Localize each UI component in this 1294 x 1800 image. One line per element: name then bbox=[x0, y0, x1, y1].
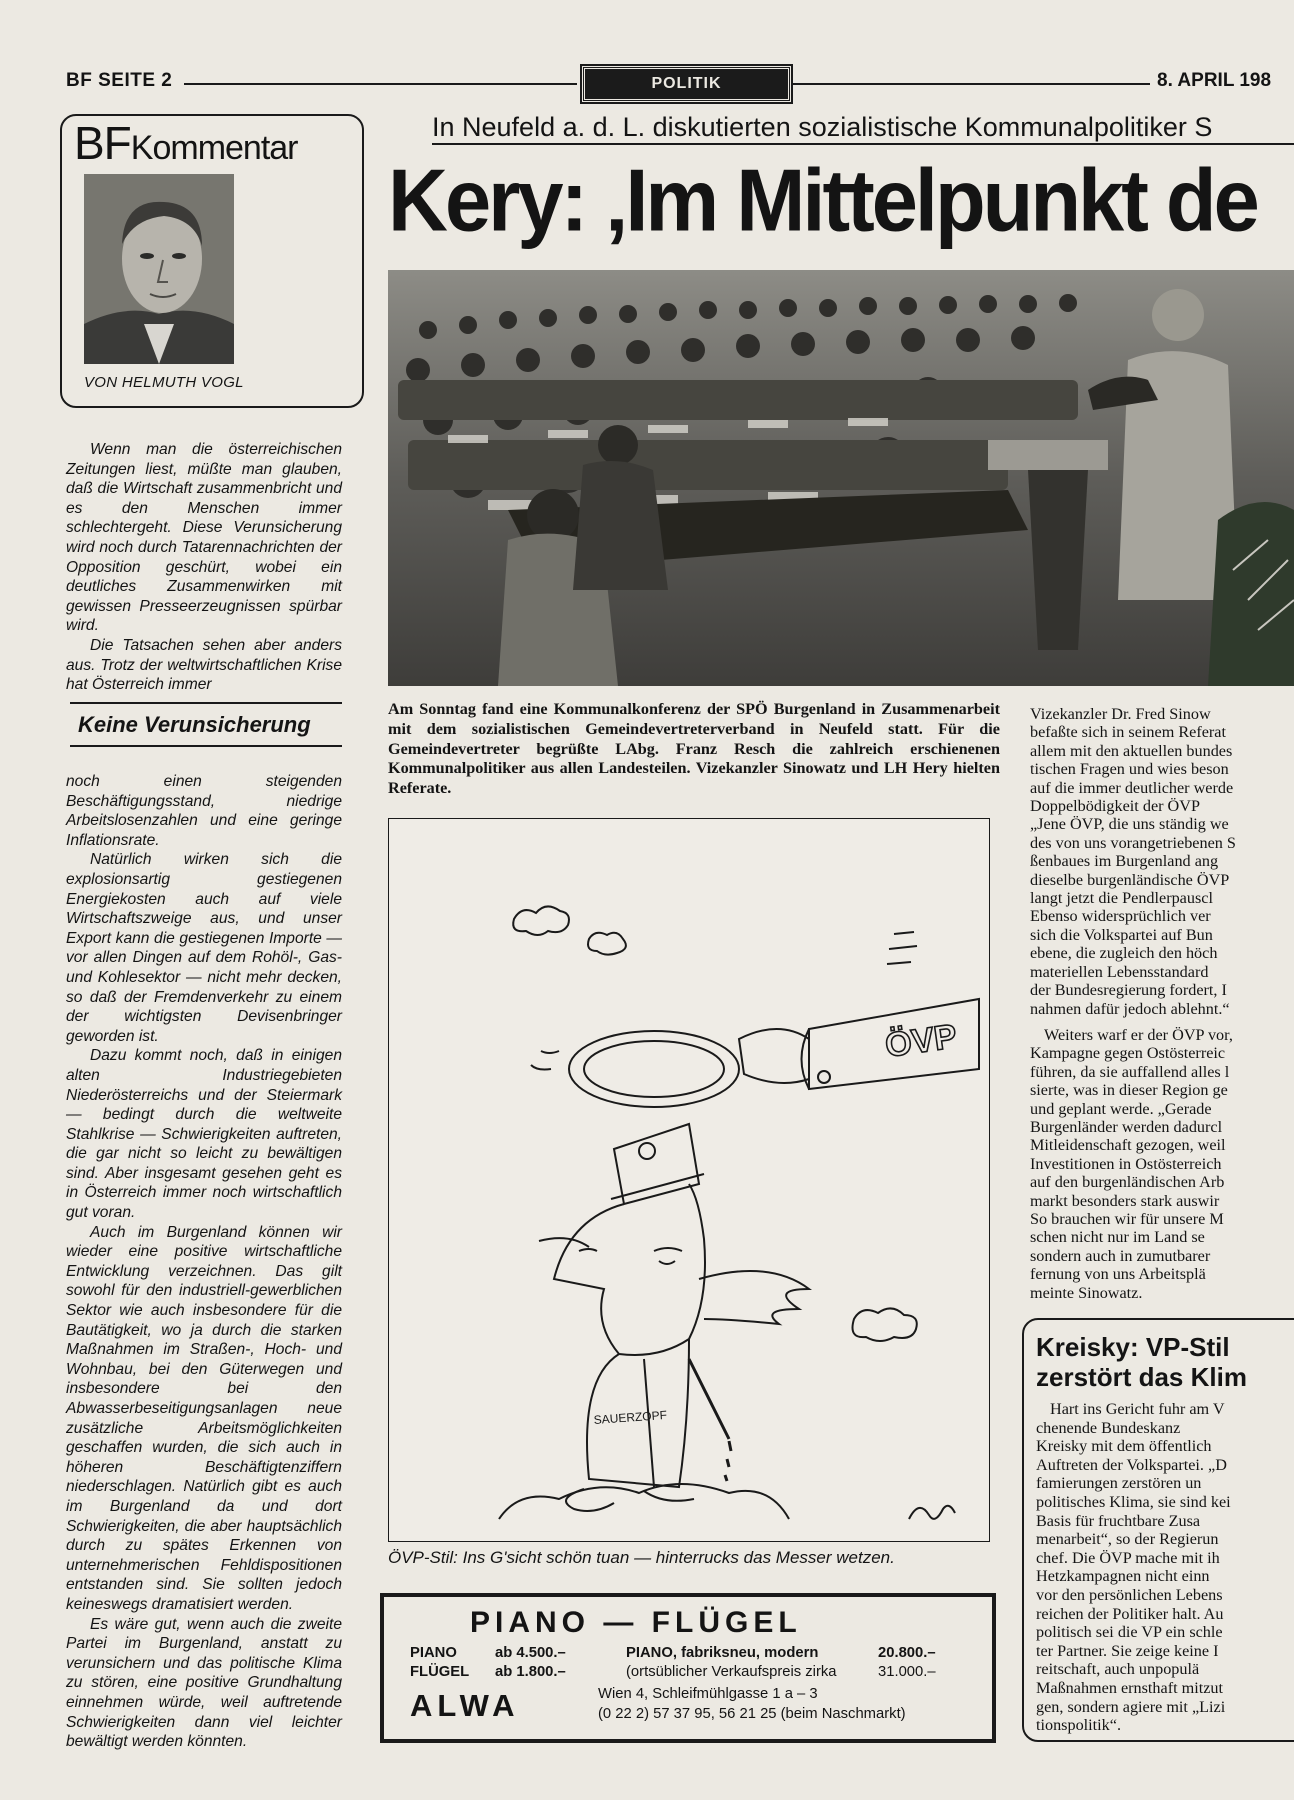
kreisky-headline-line2: zerstört das Klim bbox=[1036, 1362, 1247, 1392]
ad-piano-label: PIANO bbox=[410, 1645, 457, 1661]
text-line: chenende Bundeskanz bbox=[1036, 1418, 1181, 1437]
author-portrait bbox=[84, 174, 234, 364]
text-line: famierungen zerstören un bbox=[1036, 1474, 1202, 1493]
text-line: und geplant werde. „Gerade bbox=[1030, 1099, 1212, 1118]
text-line: reichen der Politiker halt. Au bbox=[1036, 1604, 1224, 1623]
article-headline: Kery: ‚Im Mittelpunkt de bbox=[388, 151, 1257, 250]
text-line: nahmen dafür jedoch ablehnt.“ bbox=[1030, 999, 1230, 1018]
text-line: befaßte sich in seinem Referat bbox=[1030, 723, 1226, 742]
kommentar-title-word: Kommentar bbox=[130, 129, 298, 167]
paragraph: Dazu kommt noch, daß in einigen alten Industriegebieten Niederösterreichs und der Steiermark — bedingt durch die weltweite Stahlkrise — Schwierigkeiten auftreten, die gar nicht so leicht zu bewältigen sind. Aber insgesamt gesehen geht es in Österreich immer noch wirtschaftlich gut voran. bbox=[66, 1047, 342, 1222]
text-line: „Jene ÖVP, die uns ständig we bbox=[1030, 815, 1229, 834]
text-line: materiellen Lebensstandard bbox=[1030, 962, 1209, 981]
text-line: dieselbe burgenländische ÖVP bbox=[1030, 870, 1230, 889]
text-line: menarbeit“, so der Regierun bbox=[1036, 1530, 1219, 1549]
text-line: Doppelbödigkeit der ÖVP bbox=[1030, 797, 1200, 816]
text-line: Hart ins Gericht fuhr am V bbox=[1050, 1400, 1225, 1418]
text-line: politisches Klima, sie sind kei bbox=[1036, 1492, 1231, 1511]
text-line: Maßnahmen ernsthaft mitzut bbox=[1036, 1678, 1224, 1697]
page-label: BF SEITE 2 bbox=[66, 70, 173, 91]
paragraph: Die Tatsachen sehen aber anders aus. Trotz der weltwirtschaftlichen Krise hat Österreich immer bbox=[66, 636, 342, 694]
text-line: ter Partner. Sie zeige keine I bbox=[1036, 1641, 1219, 1660]
text-line: ebene, die zugleich den höch bbox=[1030, 944, 1218, 963]
ad-new-piano-price: 20.800.– bbox=[878, 1645, 936, 1661]
cartoon-coat-label: SAUERZOPF bbox=[593, 1407, 668, 1427]
text-line: Burgenländer werden dadurcl bbox=[1030, 1118, 1223, 1137]
paragraph: Es wäre gut, wenn auch die zweite Partei im Burgenland, anstatt zu verunsichern und das politische Klima zu stören, eine positive Grundhaltung einnehmen würde, weil auftretende Schwierigkeiten dann viel leichter bewältigt werden könnten. bbox=[66, 1615, 342, 1751]
text-line: führen, da sie auffallend alles l bbox=[1030, 1062, 1230, 1081]
paragraph: Auch im Burgenland können wir wieder eine positive wirtschaftliche Entwicklung verzeichnen. Das gilt sowohl für den industriell-gewerblichen Sektor wie auch insbesondere für die Bautätigkeit, wo ja durch die starken Maßnahmen im Straßen-, Hoch- und Wohnbau, bei den Güterwegen und insbesondere bei den Abwasserbeseitigungsanlagen neue zusätzliche Arbeitsmöglichkeiten geschaffen wurden, die sich auch in höheren Beschäftigtenziffern niederschlagen. Natürlich gibt es auch im Burgenland da und dort Schwierigkeiten, die aber hauptsächlich durch zu spätes Erkennen von unternehmerischen Fehldispositionen entstanden sind. Sie sollten jedoch keineswegs dramatisiert werden. bbox=[66, 1223, 342, 1613]
ad-title: PIANO — FLÜGEL bbox=[470, 1606, 802, 1639]
text-line: auf den burgenländischen Arb bbox=[1030, 1173, 1225, 1192]
kommentar-body bbox=[66, 772, 342, 1752]
text-line: reitschaft, auch unpopulä bbox=[1036, 1660, 1200, 1679]
text-line: tischen Fragen und wies beson bbox=[1030, 760, 1229, 779]
cartoon-caption: ÖVP-Stil: Ins G'sicht schön tuan — hinterrucks das Messer wetzen. bbox=[388, 1548, 895, 1567]
ad-address: Wien 4, Schleifmühlgasse 1 a – 3 bbox=[598, 1686, 818, 1702]
text-line: gen, sondern agiere mit „Lizi bbox=[1036, 1697, 1226, 1716]
text-line: allem mit den aktuellen bundes bbox=[1030, 741, 1233, 760]
text-line: sondern auch in zumutbarer bbox=[1030, 1246, 1211, 1265]
paragraph: Natürlich wirken sich die explosionsartig gestiegenen Energiekosten auch auf viele Wirtschaftszweige aus, und unser Export kann die gestiegenen Importe — vor allen Dingen auf dem Rohöl-, Gas- und Kohlesektor — nicht mehr decken, so daß der Fremdenverkehr zu einem der wichtigsten Devisenbringer geworden ist. bbox=[66, 851, 342, 1045]
article-overline: In Neufeld a. d. L. diskutierten sozialistische Kommunalpolitiker S bbox=[432, 112, 1213, 142]
author-byline: VON HELMUTH VOGL bbox=[84, 374, 244, 391]
section-label: POLITIK bbox=[582, 66, 791, 102]
text-line: Mitleidenschaft gezogen, weil bbox=[1030, 1136, 1226, 1155]
text-line: langt jetzt die Pendlerpauscl bbox=[1030, 889, 1213, 908]
issue-date: 8. APRIL 198 bbox=[1157, 70, 1272, 91]
text-line: Investitionen in Ostösterreich bbox=[1030, 1154, 1222, 1173]
kommentar-intro bbox=[66, 440, 342, 695]
text-line: politisch sei die VP ein schle bbox=[1036, 1623, 1223, 1642]
text-line: sierte, was in dieser Region ge bbox=[1030, 1081, 1228, 1100]
overline-rule bbox=[432, 143, 1294, 145]
text-line: meinte Sinowatz. bbox=[1030, 1283, 1143, 1302]
kreisky-body bbox=[1036, 1400, 1294, 1735]
photo-caption: Am Sonntag fand eine Kommunalkonferenz der SPÖ Burgenland in Zusammenarbeit mit dem sozialistischen Gemeindevertreterverband in Neufeld statt. Für die Gemeindevertreter begrüßte LAbg. Franz Resch die zahlreich erschienenen Kommunalpolitiker aus allen Landesteilen. Vizekanzler Sinowatz und LH Hery hielten Referate. bbox=[388, 700, 1000, 798]
kreisky-headline-line1: Kreisky: VP-Stil bbox=[1036, 1332, 1230, 1362]
paragraph: Wenn man die österreichischen Zeitungen liest, müßte man glauben, daß die Wirtschaft zusammenbricht und es den Menschen immer schlechtergeht. Diese Verunsicherung wird noch durch Tatarennachrichten der Opposition geschürt, wobei ein deutliches Zusammenwirken mit gewissen Presseerzeugnissen spürbar wird. bbox=[66, 441, 342, 635]
subhead-rule-top bbox=[70, 702, 342, 704]
text-line: Auftreten der Volkspartei. „D bbox=[1036, 1455, 1227, 1474]
text-line: der Bundesregierung fordert, I bbox=[1030, 981, 1227, 1000]
kreisky-headline bbox=[1036, 1332, 1247, 1392]
text-line: Ebenso widersprüchlich ver bbox=[1030, 907, 1211, 926]
article-column-1 bbox=[1030, 705, 1294, 1018]
text-line: vor den persönlichen Lebens bbox=[1036, 1585, 1223, 1604]
conference-photo bbox=[388, 270, 1294, 686]
text-line: auf die immer deutlicher werde bbox=[1030, 778, 1234, 797]
text-line: schen nicht nur im Land se bbox=[1030, 1228, 1205, 1247]
paragraph: noch einen steigenden Beschäftigungsstand, niedrige Arbeitslosenzahlen und eine geringe Inflationsrate. bbox=[66, 773, 342, 849]
ad-fluegel-price: ab 1.800.– bbox=[495, 1664, 566, 1680]
text-line: ßenbaues im Burgenland ang bbox=[1030, 852, 1219, 871]
kommentar-title bbox=[74, 116, 298, 170]
ad-piano-price: ab 4.500.– bbox=[495, 1645, 566, 1661]
kommentar-title-bf: BF bbox=[74, 117, 131, 169]
header-rule-left bbox=[184, 83, 577, 85]
ad-new-piano-label: PIANO, fabriksneu, modern bbox=[626, 1645, 819, 1661]
ad-phone: (0 22 2) 57 37 95, 56 21 25 (beim Naschmarkt) bbox=[598, 1706, 906, 1722]
cartoon-sleeve-label: ÖVP bbox=[882, 1017, 960, 1065]
text-line: Kampagne gegen Ostösterreic bbox=[1030, 1044, 1226, 1063]
text-line: Kreisky mit dem öffentlich bbox=[1036, 1437, 1212, 1456]
ad-fluegel-label: FLÜGEL bbox=[410, 1664, 470, 1680]
text-line: Hetzkampagnen nicht einn bbox=[1036, 1567, 1210, 1586]
cloud bbox=[513, 906, 569, 935]
text-line: chef. Die ÖVP mache mit ih bbox=[1036, 1548, 1220, 1567]
article-column-2 bbox=[1030, 1026, 1294, 1302]
text-line: tionspolitik“. bbox=[1036, 1716, 1121, 1735]
text-line: So brauchen wir für unsere M bbox=[1030, 1210, 1224, 1229]
text-line: Weiters warf er der ÖVP vor, bbox=[1044, 1026, 1233, 1044]
political-cartoon bbox=[388, 818, 990, 1542]
text-line: fernung von uns Arbeitsplä bbox=[1030, 1265, 1206, 1284]
header-rule-right bbox=[792, 83, 1150, 85]
subhead-rule-bottom bbox=[70, 745, 342, 747]
text-line: Basis für fruchtbare Zusa bbox=[1036, 1511, 1201, 1530]
text-line: des von uns vorangetriebenen S bbox=[1030, 833, 1236, 852]
ad-compare-price: 31.000.– bbox=[878, 1664, 936, 1680]
text-line: markt besonders stark auswir bbox=[1030, 1191, 1220, 1210]
kommentar-subhead: Keine Verunsicherung bbox=[78, 712, 311, 737]
text-line: sich die Volkspartei auf Bun bbox=[1030, 925, 1213, 944]
cloud bbox=[853, 1308, 917, 1341]
cloud bbox=[588, 933, 626, 955]
ad-brand: ALWA bbox=[410, 1688, 520, 1723]
text-line: Vizekanzler Dr. Fred Sinow bbox=[1030, 705, 1211, 723]
ad-compare-label: (ortsüblicher Verkaufspreis zirka bbox=[626, 1664, 837, 1680]
